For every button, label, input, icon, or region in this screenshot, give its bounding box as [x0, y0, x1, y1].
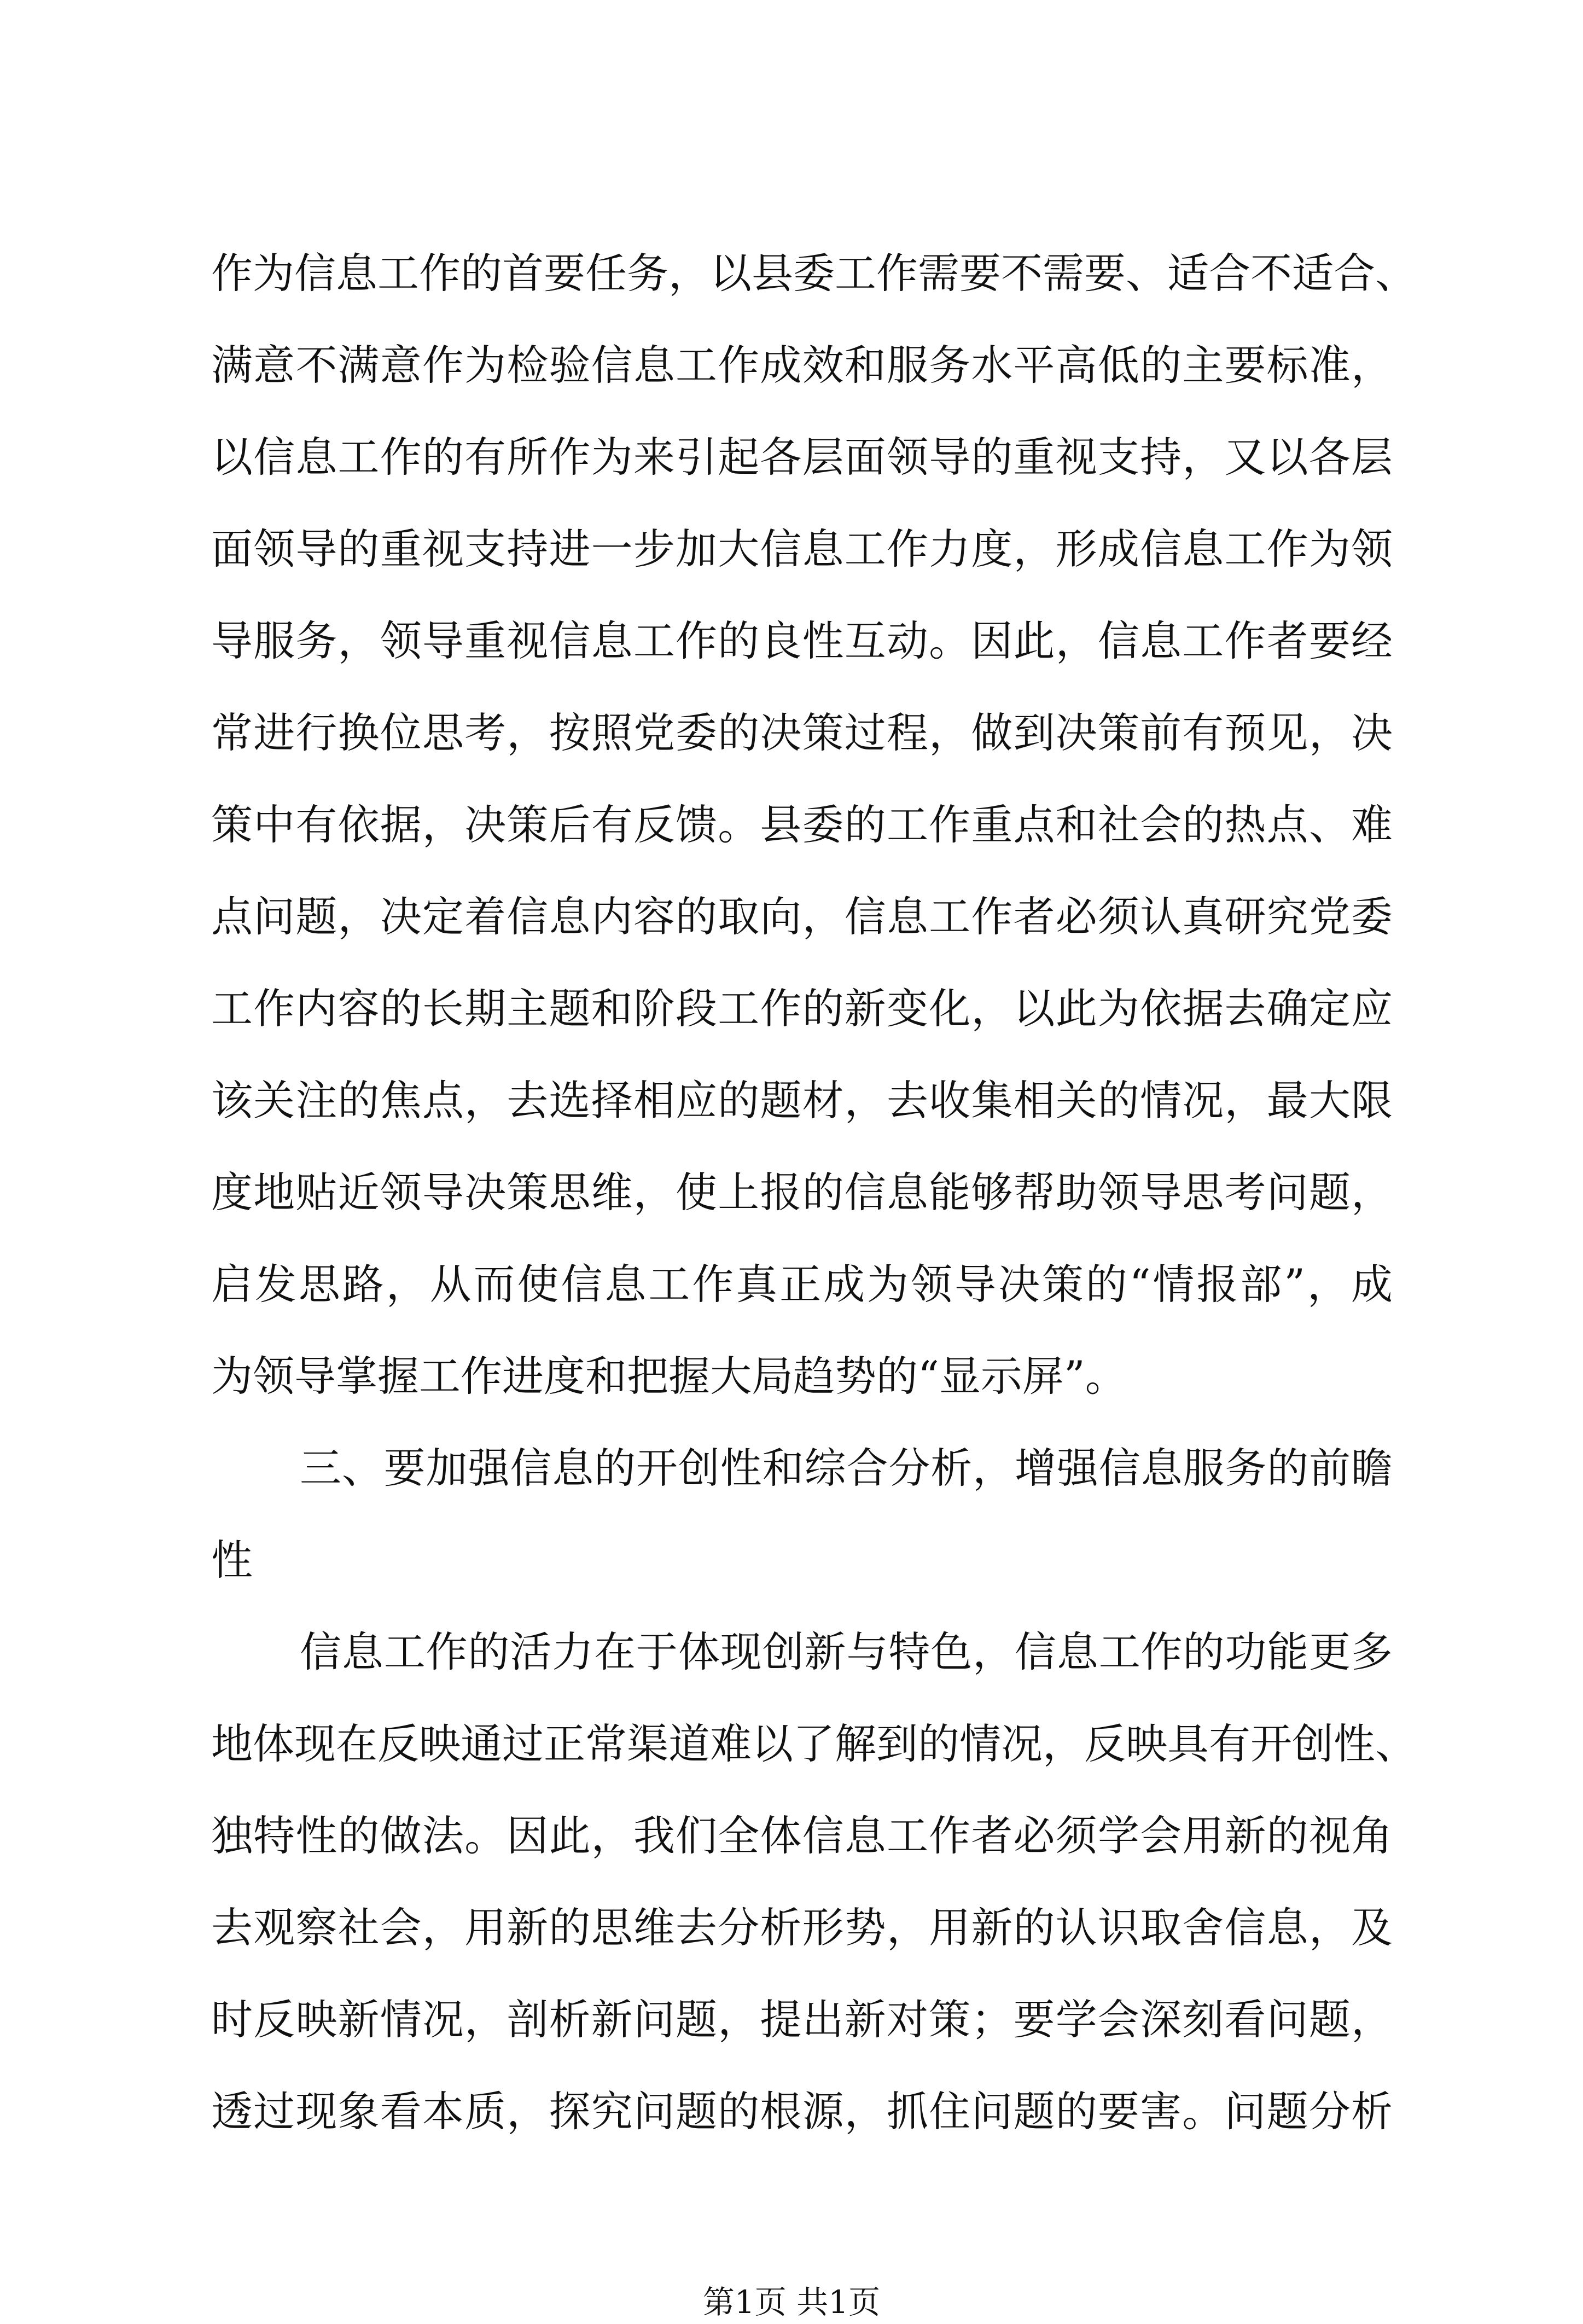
body-text-line: 该关注的焦点，去选择相应的题材，去收集相关的情况，最大限: [211, 1076, 1393, 1125]
body-text-line: 度地贴近领导决策思维，使上报的信息能够帮助领导思考问题，: [211, 1168, 1393, 1217]
body-text-line: 以信息工作的有所作为来引起各层面领导的重视支持，又以各层: [211, 433, 1393, 481]
section-heading-continuation: 性: [211, 1536, 253, 1584]
body-text-line: 透过现象看本质，探究问题的根源，抓住问题的要害。问题分析: [211, 2087, 1393, 2136]
body-text-line: 地体现在反映通过正常渠道难以了解到的情况，反映具有开创性、: [211, 1719, 1417, 1768]
body-text-line: 时反映新情况，剖析新问题，提出新对策；要学会深刻看问题，: [211, 1995, 1393, 2044]
body-text-line: 启发思路，从而使信息工作真正成为领导决策的“情报部”，成: [211, 1260, 1393, 1309]
body-text-line: 作为信息工作的首要任务，以县委工作需要不需要、适合不适合、: [211, 249, 1417, 298]
section-heading: 三、要加强信息的开创性和综合分析，增强信息服务的前瞻: [300, 1444, 1393, 1492]
page-footer: 第1页 共1页: [702, 2284, 881, 2321]
body-text-line: 常进行换位思考，按照党委的决策过程，做到决策前有预见，决: [211, 708, 1393, 757]
body-text-line: 满意不满意作为检验信息工作成效和服务水平高低的主要标准，: [211, 341, 1393, 390]
body-text-line: 为领导掌握工作进度和把握大局趋势的“显示屏”。: [211, 1352, 1127, 1401]
body-text-line: 导服务，领导重视信息工作的良性互动。因此，信息工作者要经: [211, 617, 1393, 665]
body-text-line: 策中有依据，决策后有反馈。县委的工作重点和社会的热点、难: [211, 800, 1393, 849]
body-text-line: 工作内容的长期主题和阶段工作的新变化，以此为依据去确定应: [211, 984, 1393, 1033]
body-text-line: 独特性的做法。因此，我们全体信息工作者必须学会用新的视角: [211, 1811, 1393, 1860]
body-text-line: 信息工作的活力在于体现创新与特色，信息工作的功能更多: [300, 1628, 1393, 1676]
body-text-line: 面领导的重视支持进一步加大信息工作力度，形成信息工作为领: [211, 525, 1393, 573]
body-text-line: 去观察社会，用新的思维去分析形势，用新的认识取舍信息，及: [211, 1903, 1393, 1952]
body-text-line: 点问题，决定着信息内容的取向，信息工作者必须认真研究党委: [211, 892, 1393, 941]
